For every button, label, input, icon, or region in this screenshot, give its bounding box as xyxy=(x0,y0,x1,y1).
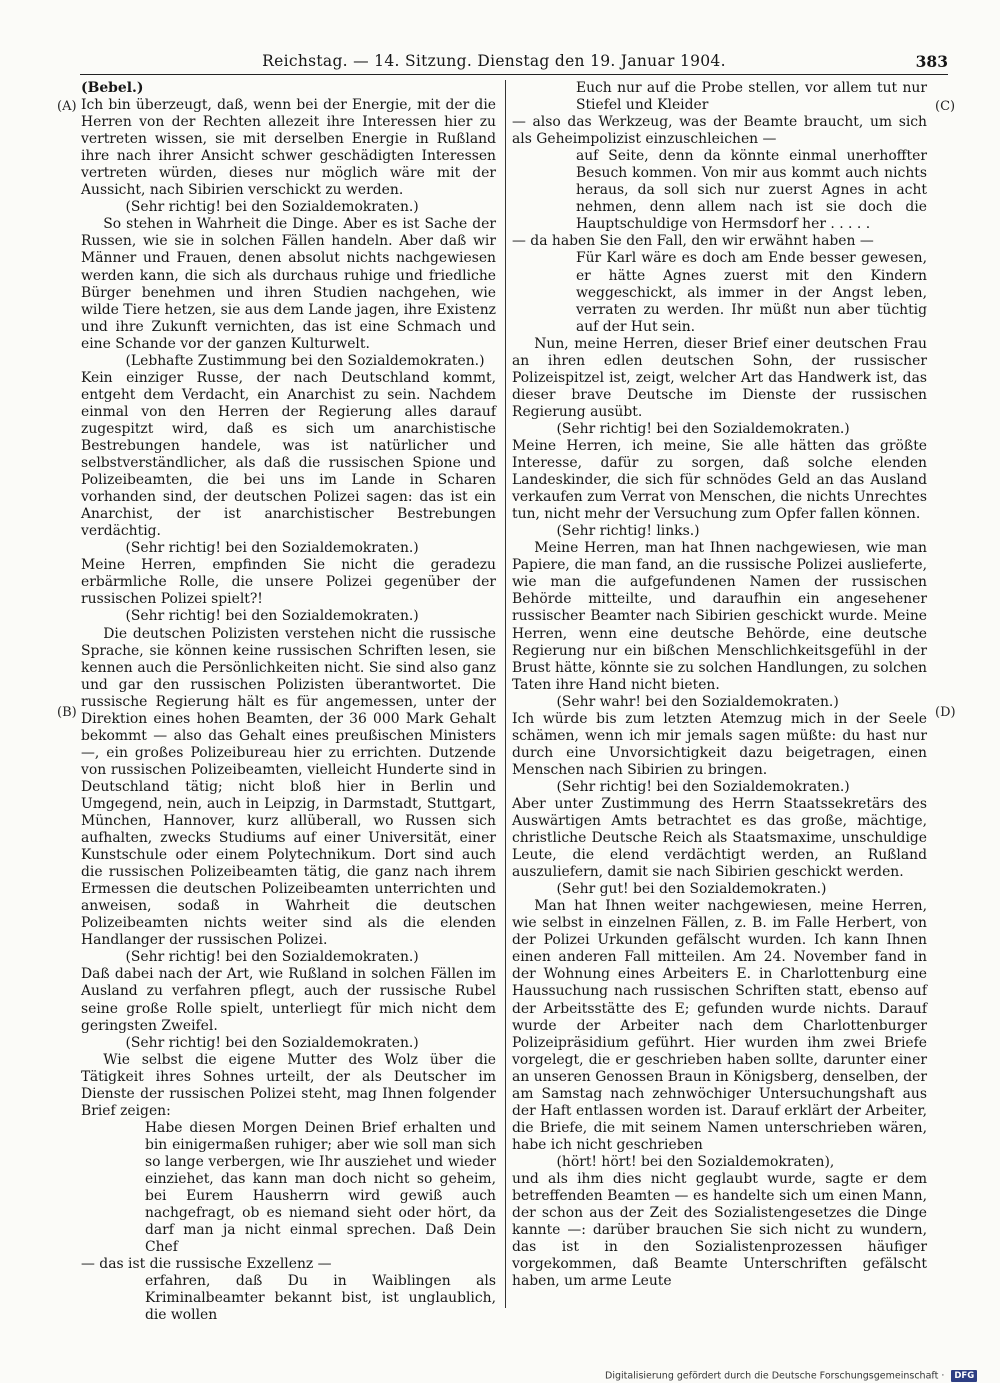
quoted-letter: Habe diesen Morgen Deinen Brief erhalten und bin einigermaßen ruhiger; aber wie soll man sich so lange verbergen, wie Ihr ausziehet und wieder einziehet, das kann man doch nicht so geheim, bei Eurem Hausherrn wird gewiß auch nachgefragt, ob es niemand sieht oder hört, da darf man ja nicht einmal sprechen. Daß Dein Chef xyxy=(144,1119,496,1256)
paragraph: — das ist die russische Exzellenz — xyxy=(81,1256,332,1273)
stage-direction: (hört! hört! bei den Sozialdemokraten), xyxy=(556,1153,835,1170)
paragraph: Aber unter Zustimmung des Herrn Staatssekretärs des Auswärtigen Amts betrachtet es das große, mächtige, christliche Deutsche Reich als Staatsmaxime, unschuldige Leute, die elend verdächtigt werden, an Rußland auszuliefern, damit sie nach Sibirien geschickt werden. xyxy=(512,795,927,881)
quoted-letter: erfahren, daß Du in Waiblingen als Kriminalbeamter bekannt bist, ist unglaublich, die wollen xyxy=(144,1273,496,1324)
paragraph: So stehen in Wahrheit die Dinge. Aber es ist Sache der Russen, wie sie in solchen Fällen handeln. Aber daß wir Männer und Frauen, denen absolut nichts nachgewiesen werden kann, die sich als durchaus ruhige und friedliche Bürger benehmen und ihren Studien nachgehen, wie wilde Tiere hetzen, sie aus dem Lande jagen, ihre Existenz und ihre Zukunft vernichten, das ist eine Schmach und eine Schande vor der ganzen Kulturwelt. xyxy=(81,216,496,352)
paragraph: Nun, meine Herren, dieser Brief einer deutschen Frau an ihren edlen deutschen Sohn, der russischer Polizeispitzel ist, zeigt, welcher Art das Handwerk ist, das dieser brave Deutsche im Dienste der russischen Regierung ausübt. xyxy=(512,335,927,420)
stage-direction: (Sehr richtig! bei den Sozialdemokraten.) xyxy=(125,540,419,557)
stage-direction: (Sehr richtig! links.) xyxy=(556,523,700,540)
quoted-letter: Euch nur auf die Probe stellen, vor allem tut nur Stiefel und Kleider xyxy=(575,80,927,114)
right-column xyxy=(512,80,927,1290)
paragraph: Man hat Ihnen weiter nachgewiesen, meine Herren, wie selbst in einzelnen Fällen, z. B. im Falle Herbert, von der Polizei Urkunden gefälscht wurden. Ich kann Ihnen einen anderen Fall mitteilen. Am 24. November fand in der Wohnung eines Arbeiters E. in Charlottenburg eine Haussuchung nach russischen Schriften statt, ebenso auf der Arbeitsstätte des E; gefunden wurde nichts. Darauf wurde der Arbeiter nach dem Charlottenburger Polizeipräsidium geführt. Hier wurden ihm zwei Briefe vorgelegt, die er geschrieben haben sollte, darunter einer an unseren Genossen Braun in Königsberg, denselben, der am Samstag nach zehnwöchiger Untersuchungshaft aus der Haft entlassen worden ist. Darauf erklärt der Arbeiter, die Briefe, die mit seinem Namen unterschrieben wären, habe ich nicht geschrieben xyxy=(512,898,927,1153)
dfg-logo: DFG xyxy=(951,1370,977,1382)
paragraph: Ich bin überzeugt, daß, wenn bei der Energie, mit der die Herren von der Rechten allezeit ihre Interessen hier zu vertreten wissen, sie mit derselben Energie in Rußland ihre nach ihrer Ansicht schwer geschädigten Interessen vertreten würden, dieses nur möglich wäre mit der Aussicht, nach Sibirien verschickt zu werden. xyxy=(81,97,496,199)
paragraph: und als ihm dies nicht geglaubt wurde, sagte er dem betreffenden Beamten — es handelte sich um einen Mann, der schon aus der Zeit des Sozialistengesetzes die Dinge kannte —: darüber brauchen Sie sich nicht zu wundern, das ist in den Sozialistenprozessen häufiger vorgekommen, daß Beamte Unterschriften gefälscht haben, um arme Leute xyxy=(512,1171,927,1290)
page-header xyxy=(80,50,948,75)
margin-marker-a: (A) xyxy=(57,99,77,114)
paragraph: Wie selbst die eigene Mutter des Wolz über die Tätigkeit ihres Sohnes urteilt, der als Deutscher im Dienste der russischen Polizei steht, mag Ihnen folgender Brief zeigen: xyxy=(81,1051,496,1119)
quoted-letter: auf Seite, denn da könnte einmal unerhoffter Besuch kommen. Von mir aus kommt auch nichts heraus, da soll sich nur zuerst Agnes in acht nehmen, denn allem nach ist sie doch die Hauptschuldige von Hermsdorf her . . . . . xyxy=(575,148,927,233)
paragraph: — da haben Sie den Fall, den wir erwähnt haben — xyxy=(512,233,874,250)
left-column xyxy=(81,80,496,1324)
paragraph: Meine Herren, ich meine, Sie alle hätten das größte Interesse, dafür zu sorgen, daß solche elenden Landeskinder, die sich für schnödes Geld an das Ausland verkaufen zum Verrat von Menschen, die nichts Unrechtes tun, nicht mehr der Versuchung zum Opfer fallen können. xyxy=(512,437,927,523)
margin-marker-d: (D) xyxy=(935,705,956,720)
paragraph: Meine Herren, man hat Ihnen nachgewiesen, wie man Papiere, die man fand, an die russische Polizei auslieferte, wie man die aufgefundenen Namen der russischen Behörde mitteilte, und daraufhin ein angesehener russischer Beamter nach Sibirien geschickt wurde. Meine Herren, wenn eine deutsche Behörde, eine deutsche Regierung nur ein bißchen Menschlichkeitsgefühl in der Brust hätte, könnte sie zu solchen Handlungen, zu solchen Taten ihre Hand nicht bieten. xyxy=(512,540,927,693)
stage-direction: (Sehr richtig! bei den Sozialdemokraten.) xyxy=(125,949,419,966)
footer-credit: Digitalisierung gefördert durch die Deutsche Forschungsgemeinschaft xyxy=(605,1370,939,1382)
quoted-letter: Für Karl wäre es doch am Ende besser gewesen, er hätte Agnes zuerst mit den Kindern weggeschickt, als immer in der Angst leben, verraten zu werden. Ihr müßt nun aber tüchtig auf der Hut sein. xyxy=(575,250,927,335)
stage-direction: (Sehr richtig! bei den Sozialdemokraten.) xyxy=(125,1034,419,1051)
stage-direction: (Sehr richtig! bei den Sozialdemokraten.) xyxy=(125,608,419,625)
running-head: Reichstag. — 14. Sitzung. Dienstag den 19. Januar 1904. xyxy=(262,52,726,70)
paragraph: Die deutschen Polizisten verstehen nicht die russische Sprache, sie können keine russischen Schriften lesen, sie kennen auch die Persönlichkeiten nicht. Sie sind also ganz und gar den russischen Polizisten überantwortet. Die russische Regierung hält es für angemessen, unter der Direktion eines hohen Beamten, der 36 000 Mark Gehalt bekommt — also das Gehalt eines preußischen Ministers —, ein großes Polizeibureau hier zu errichten. Dutzende von russischen Polizeibeamten, vielleicht Hunderte sind in Deutschland tätig; nicht bloß hier in Berlin und Umgegend, nein, auch in Leipzig, in Darmstadt, Stuttgart, München, Hannover, kurz allüberall, wo Russen sich aufhalten, zwecks Studiums auf einer Universität, einer Kunstschule oder einem Polytechnikum. Dort sind auch die russischen Polizeibeamten tätig, die ganz nach ihrem Ermessen die deutschen Polizeibeamten unterrichten und anweisen, sodaß in Wahrheit die deutschen Polizeibeamten nichts weiter sind als die elenden Handlanger der russischen Polizei. xyxy=(81,625,496,949)
margin-marker-c: (C) xyxy=(935,99,956,114)
paragraph: — also das Werkzeug, was der Beamte braucht, um sich als Geheimpolizist einzuschleichen — xyxy=(512,114,927,148)
stage-direction: (Sehr wahr! bei den Sozialdemokraten.) xyxy=(556,693,839,710)
page-number: 383 xyxy=(915,52,948,71)
paragraph: Ich würde bis zum letzten Atemzug mich in der Seele schämen, wenn ich mir jemals sagen müßte: du hast nur durch eine Unvorsichtigkeit dazu beigetragen, einen Menschen nach Sibirien zu bringen. xyxy=(512,710,927,778)
stage-direction: (Sehr richtig! bei den Sozialdemokraten.) xyxy=(556,420,850,437)
footer: Digitalisierung gefördert durch die Deutsche Forschungsgemeinschaft · DFG xyxy=(605,1370,977,1382)
paragraph: Kein einziger Russe, der nach Deutschland kommt, entgeht dem Verdacht, ein Anarchist zu sein. Nachdem einmal von den Herren der Regierung alles darauf zugespitzt wird, daß es sich um anarchistische Bestrebungen handele, was ist natürlicher und selbstverständlicher, als daß die russischen Spione und Polizeibeamten, die bei uns im Lande in Scharen vorhanden sind, der deutschen Polizei sagen: das ist ein Anarchist, der ist anarchistischer Bestrebungen verdächtig. xyxy=(81,369,496,540)
margin-marker-b: (B) xyxy=(57,705,77,720)
speaker-name: (Bebel.) xyxy=(81,80,144,96)
column-divider xyxy=(505,80,506,1308)
stage-direction: (Lebhafte Zustimmung bei den Sozialdemokraten.) xyxy=(125,352,485,369)
stage-direction: (Sehr richtig! bei den Sozialdemokraten.) xyxy=(556,778,850,795)
stage-direction: (Sehr richtig! bei den Sozialdemokraten.) xyxy=(125,199,419,216)
stage-direction: (Sehr gut! bei den Sozialdemokraten.) xyxy=(556,881,827,898)
paragraph: Daß dabei nach der Art, wie Rußland in solchen Fällen im Ausland zu verfahren pflegt, auch der russische Rubel seine große Rolle spielt, unterliegt für mich nicht dem geringsten Zweifel. xyxy=(81,966,496,1034)
paragraph: Meine Herren, empfinden Sie nicht die geradezu erbärmliche Rolle, die unsere Polizei gegenüber der russischen Polizei spielt?! xyxy=(81,557,496,608)
